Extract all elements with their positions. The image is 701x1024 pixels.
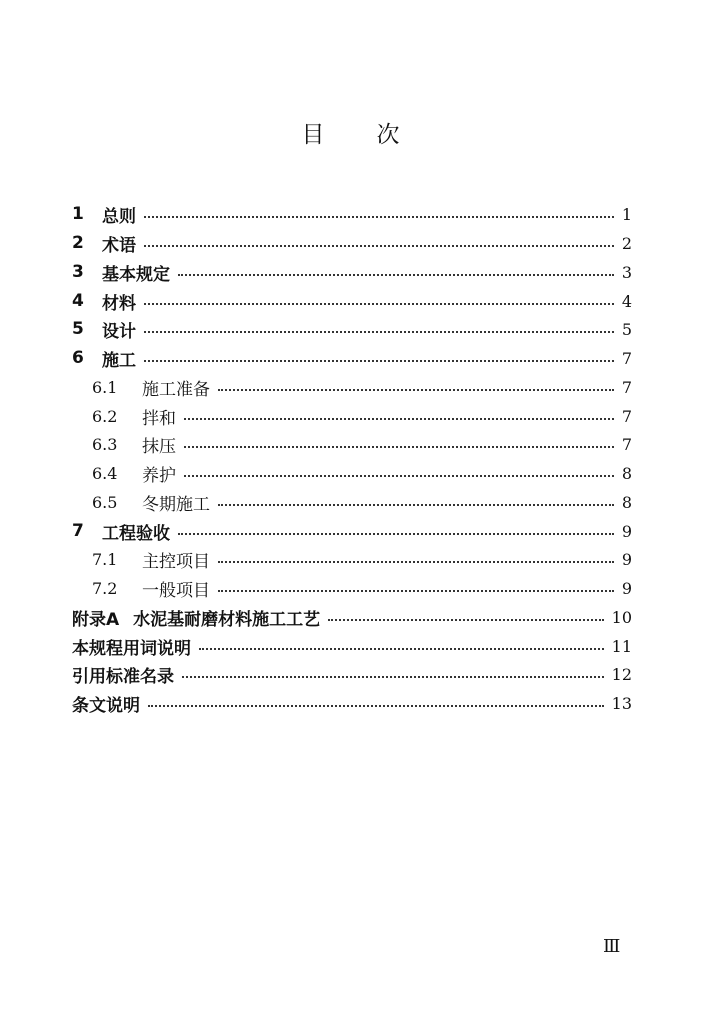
page-title: 目次 bbox=[301, 122, 452, 148]
toc-entry-title: 主控项目 bbox=[142, 551, 210, 572]
toc-entry-title: 冬期施工 bbox=[142, 494, 210, 515]
dot-leader bbox=[144, 331, 614, 333]
toc-entry-number: 6 bbox=[72, 348, 84, 368]
dot-leader bbox=[184, 418, 614, 420]
toc-entry-number: 2 bbox=[72, 233, 84, 253]
toc-entry-title: 引用标准名录 bbox=[72, 666, 174, 687]
toc-entry[interactable] bbox=[72, 200, 632, 228]
dot-leader bbox=[218, 504, 614, 506]
toc-entry-page: 2 bbox=[621, 233, 632, 253]
toc-entry-title: 施工 bbox=[102, 350, 136, 371]
dot-leader bbox=[148, 705, 604, 707]
dot-leader bbox=[218, 389, 614, 391]
toc-subentry[interactable] bbox=[92, 574, 632, 602]
toc-entry-page: 3 bbox=[621, 262, 632, 282]
toc-entry-page: 7 bbox=[621, 348, 632, 368]
toc-entry-title: 施工准备 bbox=[142, 379, 210, 400]
toc-entry-title: 水泥基耐磨材料施工工艺 bbox=[133, 609, 321, 630]
toc-entry[interactable] bbox=[72, 315, 632, 343]
toc-subentry[interactable] bbox=[92, 459, 632, 487]
dot-leader bbox=[144, 245, 614, 247]
dot-leader bbox=[328, 619, 603, 621]
toc-entry-page: 8 bbox=[621, 492, 632, 512]
toc-entry-number: 6.5 bbox=[92, 492, 118, 512]
dot-leader bbox=[144, 216, 614, 218]
dot-leader bbox=[184, 446, 614, 448]
toc-entry-page: 9 bbox=[621, 521, 632, 541]
toc-entry[interactable] bbox=[72, 344, 632, 372]
toc-entry-page: 7 bbox=[621, 406, 632, 426]
toc-entry-number: 7 bbox=[72, 521, 84, 541]
toc-entry-page: 10 bbox=[611, 607, 632, 627]
toc-entry-title: 基本规定 bbox=[102, 264, 170, 285]
toc-subentry[interactable] bbox=[92, 430, 632, 458]
dot-leader bbox=[178, 533, 614, 535]
toc-entry-title: 材料 bbox=[102, 293, 136, 314]
toc-entry-number: 7.1 bbox=[92, 549, 118, 569]
toc-entry[interactable] bbox=[72, 258, 632, 286]
toc-entry-number: 附录A bbox=[72, 609, 120, 630]
toc-entry-page: 9 bbox=[621, 578, 632, 598]
dot-leader bbox=[199, 648, 604, 650]
toc-entry-number: 4 bbox=[72, 291, 84, 311]
toc-entry-title: 养护 bbox=[142, 465, 176, 486]
toc-appendix-entry[interactable] bbox=[72, 603, 632, 631]
toc-back-matter-entry[interactable] bbox=[72, 632, 632, 660]
toc-subentry[interactable] bbox=[92, 545, 632, 573]
toc-entry-title: 工程验收 bbox=[102, 523, 170, 544]
toc-entry-number: 6.3 bbox=[92, 434, 118, 454]
toc-entry-page: 4 bbox=[621, 291, 632, 311]
toc-entry-page: 1 bbox=[621, 204, 632, 224]
toc-entry-number: 6.2 bbox=[92, 406, 118, 426]
toc-entry-page: 5 bbox=[621, 319, 632, 339]
dot-leader bbox=[178, 274, 614, 276]
dot-leader bbox=[218, 561, 614, 563]
toc-entry-page: 9 bbox=[621, 549, 632, 569]
toc-entry[interactable] bbox=[72, 229, 632, 257]
toc-entry-page: 8 bbox=[621, 463, 632, 483]
toc-subentry[interactable] bbox=[92, 373, 632, 401]
toc-subentry[interactable] bbox=[92, 488, 632, 516]
dot-leader bbox=[218, 590, 614, 592]
toc-entry-number: 6.4 bbox=[92, 463, 118, 483]
toc-entry-page: 7 bbox=[621, 377, 632, 397]
toc-entry-number: 7.2 bbox=[92, 578, 118, 598]
toc-entry-title: 抹压 bbox=[142, 436, 176, 457]
toc-entry-title: 条文说明 bbox=[72, 695, 140, 716]
dot-leader bbox=[182, 676, 604, 678]
toc-entry-page: 13 bbox=[611, 693, 632, 713]
toc-entry-number: 1 bbox=[72, 204, 84, 224]
dot-leader bbox=[144, 303, 614, 305]
toc-entry-number: 5 bbox=[72, 319, 84, 339]
toc-entry-number: 3 bbox=[72, 262, 84, 282]
toc-entry-title: 术语 bbox=[102, 235, 136, 256]
toc-entry-page: 7 bbox=[621, 434, 632, 454]
toc-entry[interactable] bbox=[72, 287, 632, 315]
toc-back-matter-entry[interactable] bbox=[72, 660, 632, 688]
page-number: Ⅲ bbox=[603, 936, 621, 957]
toc-entry-title: 本规程用词说明 bbox=[72, 638, 191, 659]
toc-entry-title: 总则 bbox=[102, 206, 136, 227]
toc-entry-title: 一般项目 bbox=[142, 580, 210, 601]
toc-entry-number: 6.1 bbox=[92, 377, 118, 397]
toc-subentry[interactable] bbox=[92, 402, 632, 430]
toc-entry-page: 11 bbox=[611, 636, 632, 656]
dot-leader bbox=[184, 475, 614, 477]
toc-entry-page: 12 bbox=[611, 664, 632, 684]
dot-leader bbox=[144, 360, 614, 362]
toc-back-matter-entry[interactable] bbox=[72, 689, 632, 717]
toc-entry-title: 设计 bbox=[102, 321, 136, 342]
toc-entry[interactable] bbox=[72, 517, 632, 545]
toc-entry-title: 拌和 bbox=[142, 408, 176, 429]
